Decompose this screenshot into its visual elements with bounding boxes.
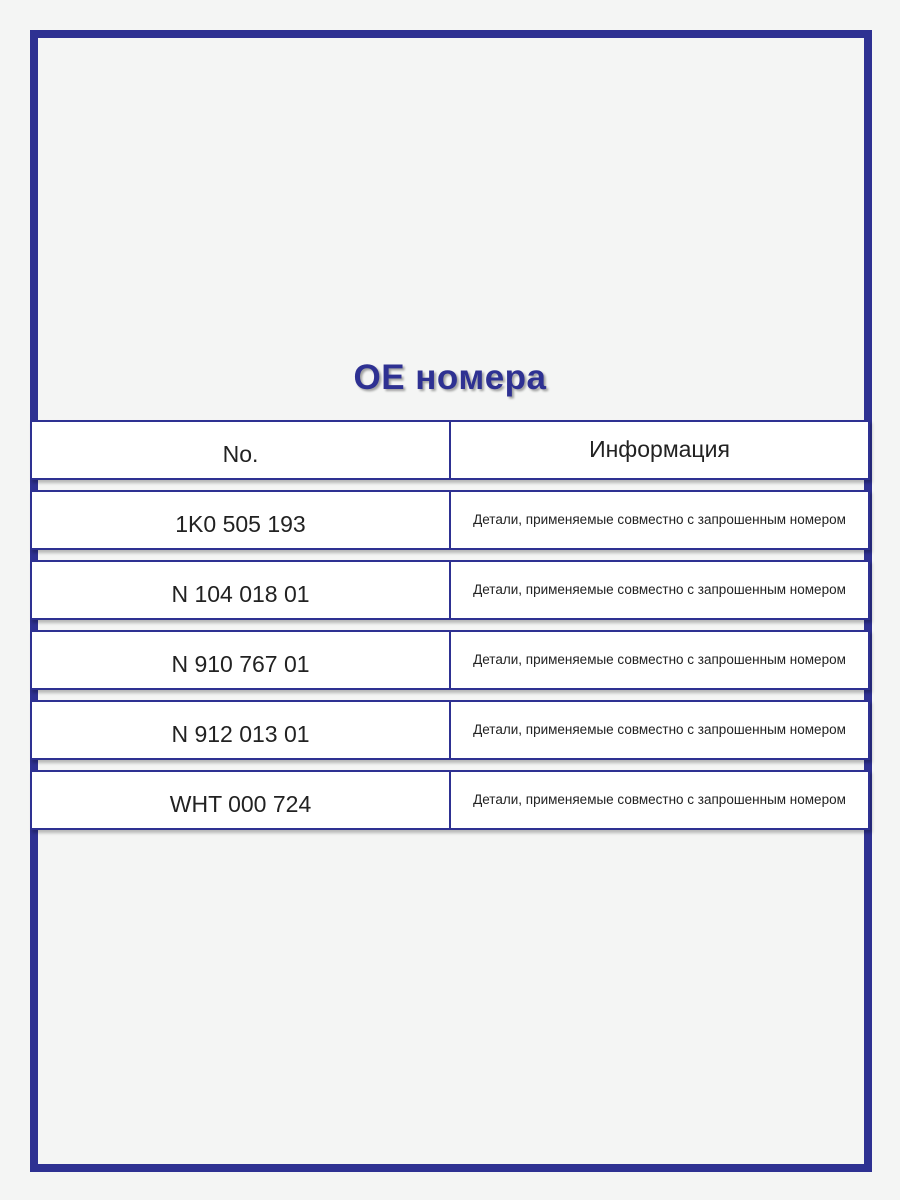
part-info: Детали, применяемые совместно с запрошенным номером [473, 581, 846, 597]
page-title: OE номера [353, 358, 547, 397]
part-number: WHT 000 724 [32, 772, 451, 828]
table-header [30, 420, 870, 480]
table-row [30, 700, 870, 760]
table-row [30, 770, 870, 830]
column-header-no: No. [32, 422, 451, 478]
table-row [30, 490, 870, 550]
part-info: Детали, применяемые совместно с запрошенным номером [473, 791, 846, 807]
part-info: Детали, применяемые совместно с запрошенным номером [473, 721, 846, 737]
part-number: N 104 018 01 [32, 562, 451, 618]
part-number: 1K0 505 193 [32, 492, 451, 548]
part-info: Детали, применяемые совместно с запрошенным номером [473, 651, 846, 667]
part-number: N 910 767 01 [32, 632, 451, 688]
table-row [30, 630, 870, 690]
table-row [30, 560, 870, 620]
part-info: Детали, применяемые совместно с запрошенным номером [473, 511, 846, 527]
column-header-info: Информация [589, 435, 730, 462]
part-number: N 912 013 01 [32, 702, 451, 758]
